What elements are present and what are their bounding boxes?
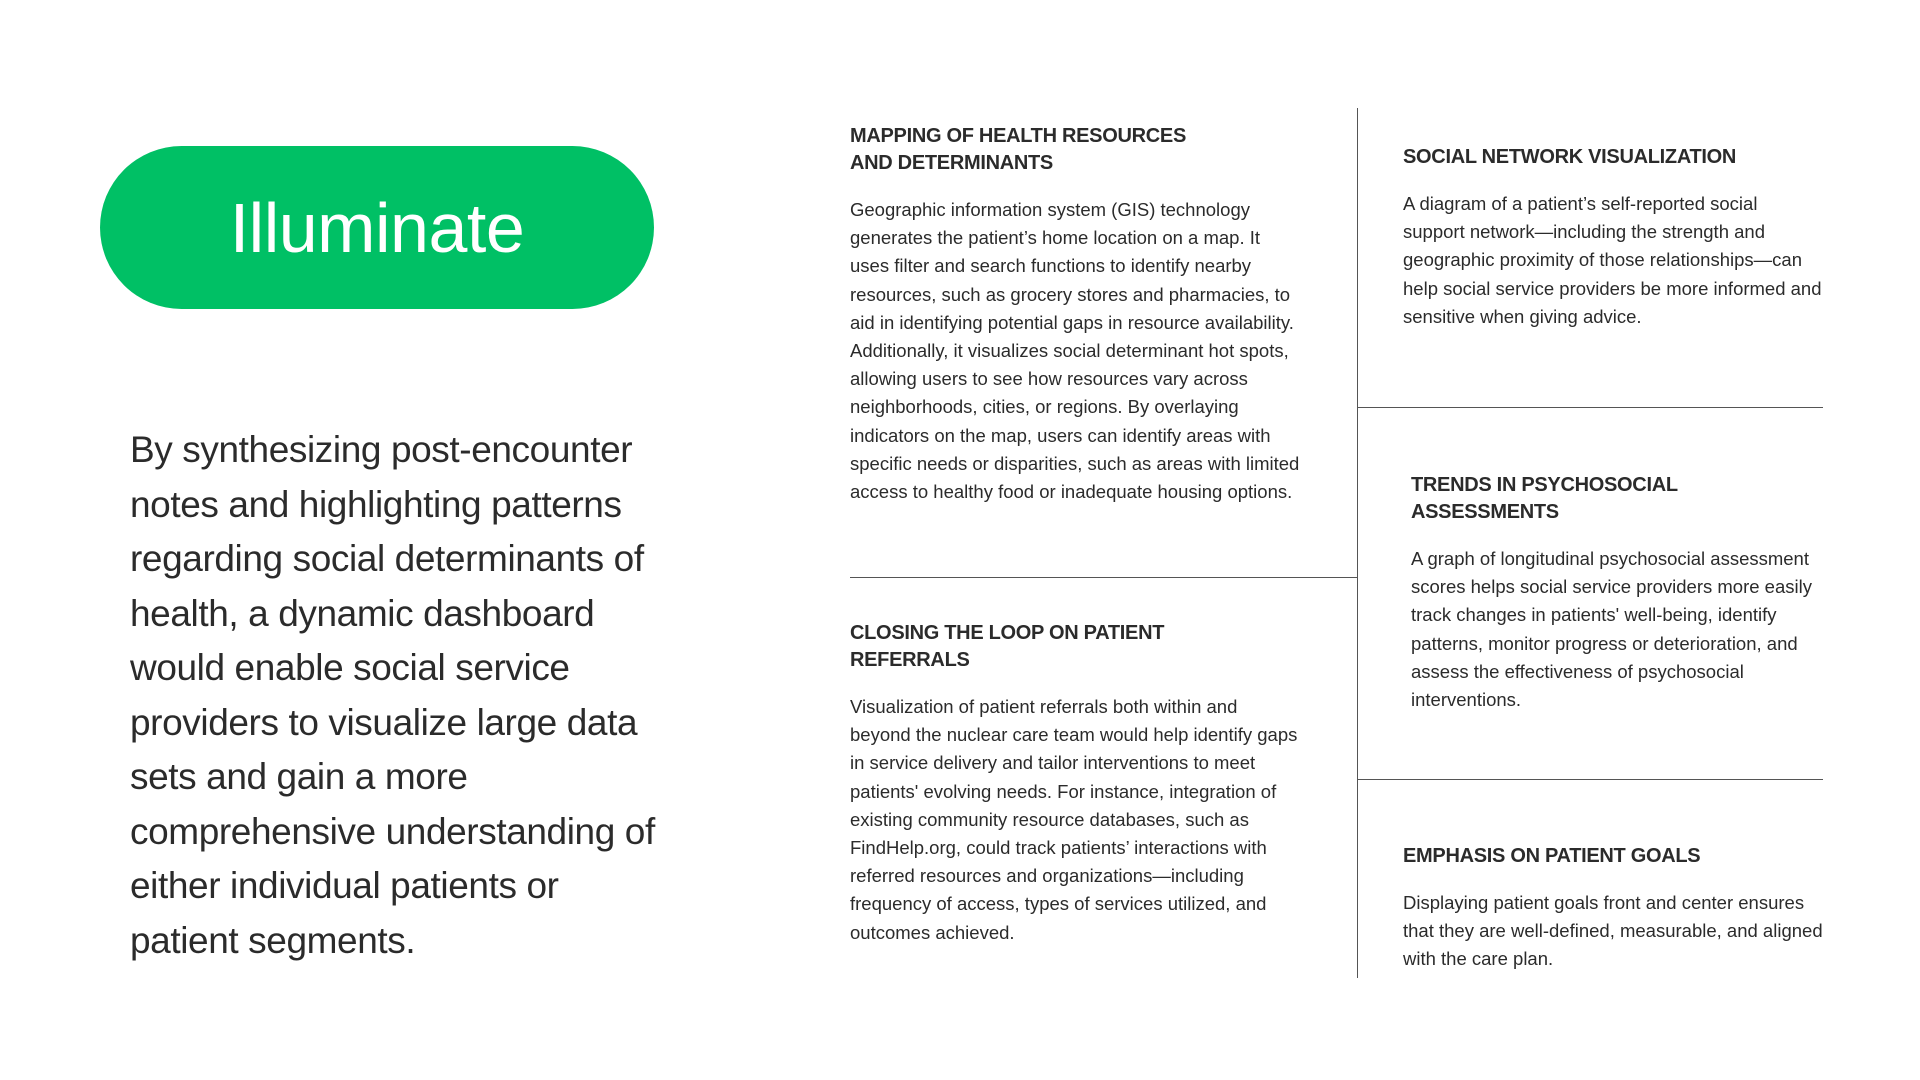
section-social-network-body: A diagram of a patient’s self-reported social support network—including the strength and geographic proximity of those relationships—can help social service providers be more informed and sensitive when giving advice.	[1403, 193, 1822, 327]
vertical-divider	[1357, 108, 1358, 978]
section-goals	[1403, 843, 1823, 974]
illuminate-badge-label: Illuminate	[229, 188, 525, 267]
section-mapping-body: Geographic information system (GIS) technology generates the patient’s home location on a map. It uses filter and search functions to identify nearby resources, such as grocery stores and pharmacies, to aid in identifying potential gaps in resource availability. Additionally, it visualizes social determinant hot spots, allowing users to see how resources vary across neighborhoods, cities, or regions. By overlaying indicators on the map, users can identify areas with specific needs or disparities, such as areas with limited access to healthy food or inadequate housing options.	[850, 199, 1300, 503]
horizontal-divider-left	[850, 577, 1357, 578]
section-mapping-title: MAPPING OF HEALTH RESOURCES AND DETERMINANTS	[850, 125, 1186, 174]
section-goals-title: EMPHASIS ON PATIENT GOALS	[1403, 845, 1701, 867]
section-trends-body: A graph of longitudinal psychosocial assessment scores helps social service providers more easily track changes in patients' well-being, identify patterns, monitor progress or deterioration, and assess the effectiveness of psychosocial interventions.	[1411, 548, 1812, 711]
section-referrals-body: Visualization of patient referrals both within and beyond the nuclear care team would help identify gaps in service delivery and tailor interventions to meet patients' evolving needs. For instance, integration of existing community resource databases, such as FindHelp.org, could track patients’ interactions with referred resources and organizations—including frequency of access, types of services utilized, and outcomes achieved.	[850, 696, 1298, 943]
illuminate-badge	[100, 146, 654, 309]
section-goals-body: Displaying patient goals front and center ensures that they are well-defined, measurable, and aligned with the care plan.	[1403, 892, 1823, 970]
section-mapping	[850, 123, 1300, 506]
section-referrals	[850, 620, 1300, 947]
section-social-network	[1403, 144, 1823, 331]
section-trends-title: TRENDS IN PSYCHOSOCIAL ASSESSMENTS	[1411, 474, 1678, 523]
section-referrals-title: CLOSING THE LOOP ON PATIENT REFERRALS	[850, 622, 1165, 671]
section-social-network-title: SOCIAL NETWORK VISUALIZATION	[1403, 146, 1737, 168]
intro-paragraph: By synthesizing post-encounter notes and highlighting patterns regarding social determinants of health, a dynamic dashboard would enable social service providers to visualize large data sets and gain a more comprehensive understanding of either individual patients or patient segments.	[130, 429, 655, 961]
horizontal-divider-right-top	[1357, 407, 1823, 408]
section-trends	[1411, 472, 1831, 714]
horizontal-divider-right-bottom	[1357, 779, 1823, 780]
